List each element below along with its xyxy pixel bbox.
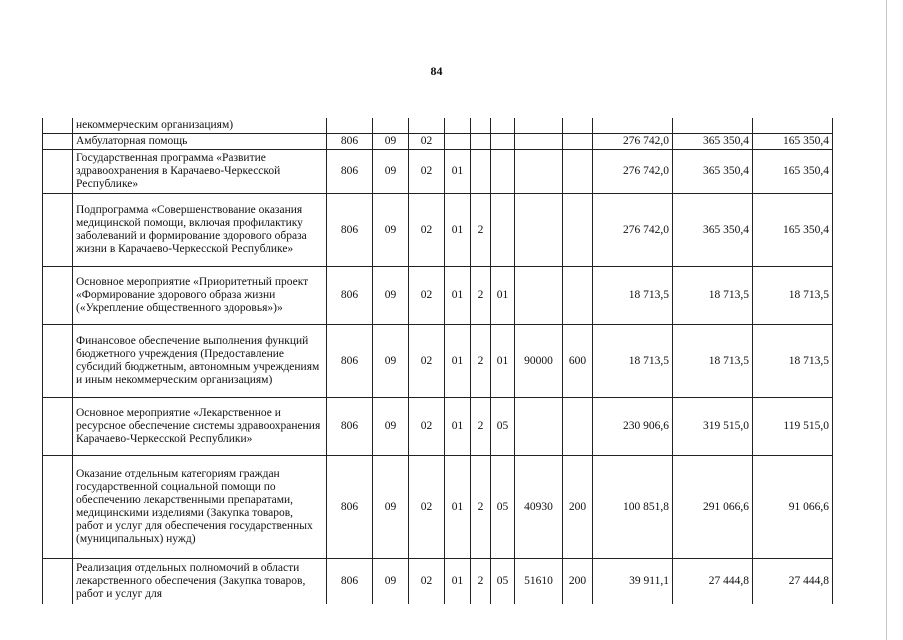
amount-year-3-cell: 165 350,4 xyxy=(753,150,833,194)
amount-year-3-cell: 119 515,0 xyxy=(753,398,833,456)
amount-year-2-cell: 18 713,5 xyxy=(673,325,753,398)
subsection-code-cell: 02 xyxy=(409,134,445,150)
item-name-cell: Государственная программа «Развитие здравоохранения в Карачаево-Черкесской Республике» xyxy=(73,150,327,194)
amount-year-2-cell: 365 350,4 xyxy=(673,194,753,267)
subsection-code-cell: 02 xyxy=(409,559,445,604)
row-number-cell xyxy=(43,456,73,559)
target-article-code-cell xyxy=(515,398,563,456)
section-code-cell: 09 xyxy=(373,267,409,325)
subsection-code-cell: 02 xyxy=(409,325,445,398)
item-name-cell: Реализация отдельных полномочий в области лекарственного обеспечения (Закупка товаров, работ и услуг для xyxy=(73,559,327,604)
amount-year-2-cell: 365 350,4 xyxy=(673,150,753,194)
amount-year-1-cell: 276 742,0 xyxy=(593,194,673,267)
event-code-cell xyxy=(491,118,515,134)
table-row xyxy=(43,134,833,150)
item-name-cell: Амбулаторная помощь xyxy=(73,134,327,150)
amount-year-1-cell: 18 713,5 xyxy=(593,267,673,325)
row-number-cell xyxy=(43,325,73,398)
expense-type-code-cell xyxy=(563,150,593,194)
amount-year-3-cell: 18 713,5 xyxy=(753,325,833,398)
target-article-code-cell xyxy=(515,150,563,194)
subprogram-code-cell: 2 xyxy=(471,559,491,604)
section-code-cell: 09 xyxy=(373,134,409,150)
amount-year-3-cell: 18 713,5 xyxy=(753,267,833,325)
amount-year-2-cell xyxy=(673,118,753,134)
event-code-cell: 01 xyxy=(491,325,515,398)
event-code-cell xyxy=(491,134,515,150)
target-article-code-cell: 40930 xyxy=(515,456,563,559)
section-code-cell: 09 xyxy=(373,559,409,604)
subsection-code-cell xyxy=(409,118,445,134)
row-number-cell xyxy=(43,194,73,267)
subprogram-code-cell xyxy=(471,134,491,150)
ministry-code-cell: 806 xyxy=(327,559,373,604)
program-code-cell: 01 xyxy=(445,194,471,267)
program-code-cell: 01 xyxy=(445,398,471,456)
ministry-code-cell: 806 xyxy=(327,134,373,150)
amount-year-2-cell: 365 350,4 xyxy=(673,134,753,150)
program-code-cell xyxy=(445,134,471,150)
subprogram-code-cell: 2 xyxy=(471,267,491,325)
row-number-cell xyxy=(43,150,73,194)
program-code-cell xyxy=(445,118,471,134)
table-row xyxy=(43,118,833,134)
section-code-cell: 09 xyxy=(373,325,409,398)
expense-type-code-cell xyxy=(563,194,593,267)
table-row xyxy=(43,398,833,456)
target-article-code-cell: 90000 xyxy=(515,325,563,398)
program-code-cell: 01 xyxy=(445,456,471,559)
subprogram-code-cell: 2 xyxy=(471,325,491,398)
subprogram-code-cell: 2 xyxy=(471,194,491,267)
event-code-cell xyxy=(491,194,515,267)
subsection-code-cell: 02 xyxy=(409,150,445,194)
target-article-code-cell xyxy=(515,194,563,267)
ministry-code-cell: 806 xyxy=(327,150,373,194)
expense-type-code-cell xyxy=(563,398,593,456)
item-name-cell: Основное мероприятие «Приоритетный проект «Формирование здорового образа жизни («Укрепление общественного здоровья»)» xyxy=(73,267,327,325)
table-row xyxy=(43,325,833,398)
scan-edge-line xyxy=(886,0,887,640)
program-code-cell: 01 xyxy=(445,325,471,398)
event-code-cell: 05 xyxy=(491,456,515,559)
event-code-cell: 05 xyxy=(491,398,515,456)
section-code-cell: 09 xyxy=(373,456,409,559)
amount-year-3-cell: 91 066,6 xyxy=(753,456,833,559)
amount-year-2-cell: 18 713,5 xyxy=(673,267,753,325)
amount-year-1-cell: 276 742,0 xyxy=(593,150,673,194)
expense-type-code-cell: 600 xyxy=(563,325,593,398)
event-code-cell: 01 xyxy=(491,267,515,325)
expense-type-code-cell xyxy=(563,267,593,325)
event-code-cell xyxy=(491,150,515,194)
subsection-code-cell: 02 xyxy=(409,194,445,267)
target-article-code-cell xyxy=(515,134,563,150)
table-row xyxy=(43,150,833,194)
subsection-code-cell: 02 xyxy=(409,456,445,559)
event-code-cell: 05 xyxy=(491,559,515,604)
amount-year-1-cell: 39 911,1 xyxy=(593,559,673,604)
amount-year-1-cell xyxy=(593,118,673,134)
item-name-cell: Финансовое обеспечение выполнения функций бюджетного учреждения (Предоставление субсидий бюджетным, автономным учреждениям и иным некоммерческим организациям) xyxy=(73,325,327,398)
item-name-cell: Оказание отдельным категориям граждан государственной социальной помощи по обеспечению лекарственными препаратами, медицинскими изделиями (Закупка товаров, работ и услуг для обеспечения государственных (муниципальных) нужд) xyxy=(73,456,327,559)
amount-year-3-cell: 165 350,4 xyxy=(753,134,833,150)
subprogram-code-cell: 2 xyxy=(471,456,491,559)
row-number-cell xyxy=(43,267,73,325)
expense-type-code-cell xyxy=(563,118,593,134)
amount-year-1-cell: 100 851,8 xyxy=(593,456,673,559)
item-name-cell: Подпрограмма «Совершенствование оказания медицинской помощи, включая профилактику заболеваний и формирование здорового образа жизни в Карачаево-Черкесской Республике» xyxy=(73,194,327,267)
expense-type-code-cell: 200 xyxy=(563,456,593,559)
amount-year-1-cell: 230 906,6 xyxy=(593,398,673,456)
subprogram-code-cell xyxy=(471,118,491,134)
section-code-cell: 09 xyxy=(373,194,409,267)
item-name-cell: Основное мероприятие «Лекарственное и ресурсное обеспечение системы здравоохранения Карачаево-Черкесской Республики» xyxy=(73,398,327,456)
ministry-code-cell: 806 xyxy=(327,398,373,456)
subprogram-code-cell: 2 xyxy=(471,398,491,456)
table-row xyxy=(43,559,833,604)
subsection-code-cell: 02 xyxy=(409,398,445,456)
program-code-cell: 01 xyxy=(445,267,471,325)
section-code-cell: 09 xyxy=(373,150,409,194)
amount-year-2-cell: 27 444,8 xyxy=(673,559,753,604)
table-row xyxy=(43,456,833,559)
section-code-cell: 09 xyxy=(373,398,409,456)
amount-year-3-cell: 27 444,8 xyxy=(753,559,833,604)
ministry-code-cell: 806 xyxy=(327,267,373,325)
target-article-code-cell xyxy=(515,267,563,325)
row-number-cell xyxy=(43,118,73,134)
amount-year-3-cell: 165 350,4 xyxy=(753,194,833,267)
amount-year-2-cell: 319 515,0 xyxy=(673,398,753,456)
page-number: 84 xyxy=(430,64,443,78)
row-number-cell xyxy=(43,559,73,604)
item-name-cell: некоммерческим организациям) xyxy=(73,118,327,134)
program-code-cell: 01 xyxy=(445,150,471,194)
section-code-cell xyxy=(373,118,409,134)
subprogram-code-cell xyxy=(471,150,491,194)
ministry-code-cell: 806 xyxy=(327,194,373,267)
target-article-code-cell xyxy=(515,118,563,134)
target-article-code-cell: 51610 xyxy=(515,559,563,604)
budget-table xyxy=(42,118,833,604)
amount-year-1-cell: 276 742,0 xyxy=(593,134,673,150)
amount-year-3-cell xyxy=(753,118,833,134)
table-row xyxy=(43,194,833,267)
expense-type-code-cell xyxy=(563,134,593,150)
amount-year-2-cell: 291 066,6 xyxy=(673,456,753,559)
row-number-cell xyxy=(43,398,73,456)
table-row xyxy=(43,267,833,325)
ministry-code-cell xyxy=(327,118,373,134)
row-number-cell xyxy=(43,134,73,150)
ministry-code-cell: 806 xyxy=(327,325,373,398)
program-code-cell: 01 xyxy=(445,559,471,604)
ministry-code-cell: 806 xyxy=(327,456,373,559)
subsection-code-cell: 02 xyxy=(409,267,445,325)
amount-year-1-cell: 18 713,5 xyxy=(593,325,673,398)
expense-type-code-cell: 200 xyxy=(563,559,593,604)
